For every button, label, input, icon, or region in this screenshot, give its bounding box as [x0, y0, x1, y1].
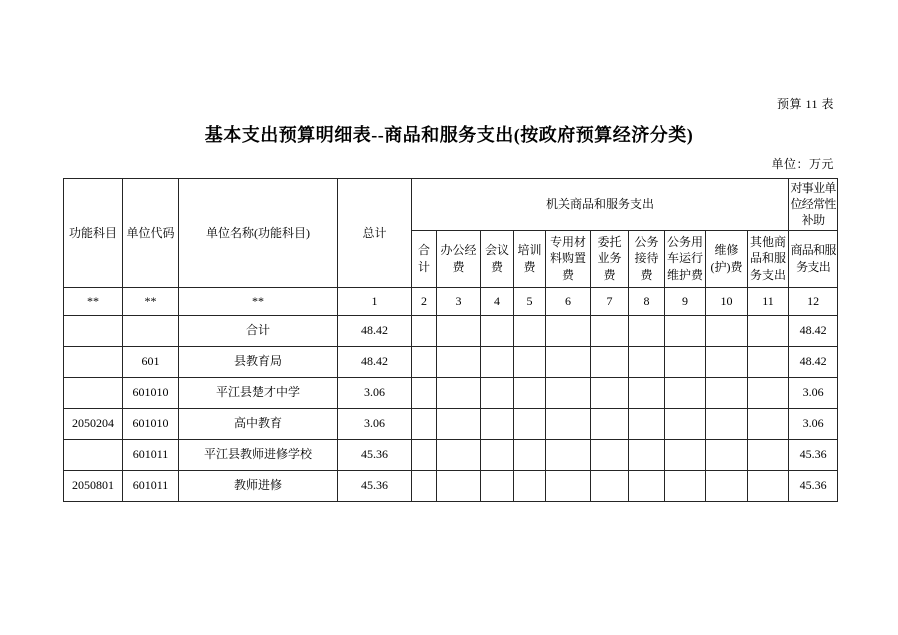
- header-sub-other-goods-services: 其他商品和服务支出: [748, 230, 789, 287]
- unit-name-cell: 平江县教师进修学校: [179, 439, 338, 470]
- value-cell: [514, 470, 546, 501]
- subsidy-value-cell: 3.06: [789, 408, 838, 439]
- value-cell: [546, 470, 591, 501]
- value-cell: [748, 346, 789, 377]
- column-index-cell: 4: [481, 287, 514, 315]
- unit-code-cell: 601010: [123, 408, 179, 439]
- header-sub-office-expense: 办公经费: [437, 230, 481, 287]
- unit-name-cell: 高中教育: [179, 408, 338, 439]
- value-cell: [665, 315, 706, 346]
- value-cell: [748, 315, 789, 346]
- column-index-cell: 7: [591, 287, 629, 315]
- value-cell: [706, 470, 748, 501]
- column-index-cell: **: [123, 287, 179, 315]
- subsidy-value-cell: 48.42: [789, 315, 838, 346]
- header-function-subject: 功能科目: [64, 179, 123, 288]
- value-cell: [629, 439, 665, 470]
- value-cell: [546, 315, 591, 346]
- value-cell: [437, 315, 481, 346]
- page-title: 基本支出预算明细表--商品和服务支出(按政府预算经济分类): [204, 125, 694, 145]
- column-index-cell: 5: [514, 287, 546, 315]
- unit-name-cell: 县教育局: [179, 346, 338, 377]
- value-cell: [412, 470, 437, 501]
- total-cell: 45.36: [338, 470, 412, 501]
- header-sub-entrusted-business: 委托业务费: [591, 230, 629, 287]
- column-index-cell: 9: [665, 287, 706, 315]
- value-cell: [481, 346, 514, 377]
- column-index-cell: 12: [789, 287, 838, 315]
- value-cell: [514, 408, 546, 439]
- value-cell: [437, 346, 481, 377]
- value-cell: [665, 377, 706, 408]
- value-cell: [481, 439, 514, 470]
- unit-name-cell: 合计: [179, 315, 338, 346]
- value-cell: [481, 470, 514, 501]
- table-row: [64, 470, 838, 501]
- value-cell: [629, 377, 665, 408]
- value-cell: [514, 346, 546, 377]
- column-index-cell: 2: [412, 287, 437, 315]
- value-cell: [412, 439, 437, 470]
- header-subsidy-group: 对事业单位经常性补助: [789, 179, 838, 231]
- subsidy-value-cell: 3.06: [789, 377, 838, 408]
- table-row: [64, 315, 838, 346]
- budget-table: [63, 178, 838, 502]
- value-cell: [629, 408, 665, 439]
- total-cell: 3.06: [338, 377, 412, 408]
- header-sub-heji: 合计: [412, 230, 437, 287]
- unit-name-cell: 教师进修: [179, 470, 338, 501]
- func-code-cell: [64, 315, 123, 346]
- header-unit-name: 单位名称(功能科目): [179, 179, 338, 288]
- table-row: [64, 346, 838, 377]
- column-index-cell: 11: [748, 287, 789, 315]
- header-unit-code: 单位代码: [123, 179, 179, 288]
- value-cell: [665, 470, 706, 501]
- column-index-cell: **: [179, 287, 338, 315]
- value-cell: [481, 315, 514, 346]
- value-cell: [546, 377, 591, 408]
- column-index-row: [64, 287, 838, 315]
- value-cell: [591, 408, 629, 439]
- value-cell: [437, 439, 481, 470]
- value-cell: [412, 377, 437, 408]
- value-cell: [629, 346, 665, 377]
- value-cell: [591, 439, 629, 470]
- subsidy-value-cell: 45.36: [789, 439, 838, 470]
- value-cell: [706, 377, 748, 408]
- value-cell: [748, 408, 789, 439]
- column-index-cell: 3: [437, 287, 481, 315]
- header-sub-special-materials: 专用材料购置费: [546, 230, 591, 287]
- header-sub-training-fee: 培训费: [514, 230, 546, 287]
- value-cell: [437, 470, 481, 501]
- value-cell: [665, 346, 706, 377]
- unit-code-cell: 601011: [123, 439, 179, 470]
- value-cell: [629, 470, 665, 501]
- subsidy-value-cell: 45.36: [789, 470, 838, 501]
- table-row: [64, 408, 838, 439]
- value-cell: [748, 470, 789, 501]
- value-cell: [748, 439, 789, 470]
- column-index-cell: **: [64, 287, 123, 315]
- value-cell: [514, 377, 546, 408]
- header-row-groups: [64, 179, 838, 231]
- value-cell: [706, 315, 748, 346]
- value-cell: [481, 408, 514, 439]
- header-sub-repair-fee: 维修(护)费: [706, 230, 748, 287]
- value-cell: [629, 315, 665, 346]
- header-sub-meeting-fee: 会议费: [481, 230, 514, 287]
- header-agency-goods-services-group: 机关商品和服务支出: [412, 179, 789, 231]
- func-code-cell: [64, 346, 123, 377]
- table-number-label: 预算 11 表: [776, 97, 834, 111]
- value-cell: [591, 470, 629, 501]
- total-cell: 3.06: [338, 408, 412, 439]
- table-row: [64, 439, 838, 470]
- subsidy-value-cell: 48.42: [789, 346, 838, 377]
- column-index-cell: 6: [546, 287, 591, 315]
- func-code-cell: [64, 439, 123, 470]
- value-cell: [546, 439, 591, 470]
- value-cell: [748, 377, 789, 408]
- unit-label: 单位：万元: [771, 157, 834, 171]
- value-cell: [437, 408, 481, 439]
- value-cell: [412, 346, 437, 377]
- header-sub-official-reception: 公务接待费: [629, 230, 665, 287]
- value-cell: [665, 408, 706, 439]
- header-sub-vehicle-maintenance: 公务用车运行维护费: [665, 230, 706, 287]
- unit-code-cell: 601010: [123, 377, 179, 408]
- column-index-cell: 1: [338, 287, 412, 315]
- unit-code-cell: [123, 315, 179, 346]
- value-cell: [514, 439, 546, 470]
- unit-name-cell: 平江县楚才中学: [179, 377, 338, 408]
- column-index-cell: 10: [706, 287, 748, 315]
- value-cell: [546, 346, 591, 377]
- value-cell: [481, 377, 514, 408]
- total-cell: 48.42: [338, 346, 412, 377]
- value-cell: [665, 439, 706, 470]
- value-cell: [412, 315, 437, 346]
- value-cell: [546, 408, 591, 439]
- func-code-cell: 2050204: [64, 408, 123, 439]
- value-cell: [591, 315, 629, 346]
- header-total: 总计: [338, 179, 412, 288]
- unit-code-cell: 601: [123, 346, 179, 377]
- value-cell: [514, 315, 546, 346]
- total-cell: 45.36: [338, 439, 412, 470]
- func-code-cell: [64, 377, 123, 408]
- total-cell: 48.42: [338, 315, 412, 346]
- header-subsidy-goods-services: 商品和服务支出: [789, 230, 838, 287]
- value-cell: [706, 346, 748, 377]
- value-cell: [706, 439, 748, 470]
- value-cell: [706, 408, 748, 439]
- unit-code-cell: 601011: [123, 470, 179, 501]
- value-cell: [437, 377, 481, 408]
- column-index-cell: 8: [629, 287, 665, 315]
- value-cell: [591, 377, 629, 408]
- func-code-cell: 2050801: [64, 470, 123, 501]
- value-cell: [412, 408, 437, 439]
- value-cell: [591, 346, 629, 377]
- table-row: [64, 377, 838, 408]
